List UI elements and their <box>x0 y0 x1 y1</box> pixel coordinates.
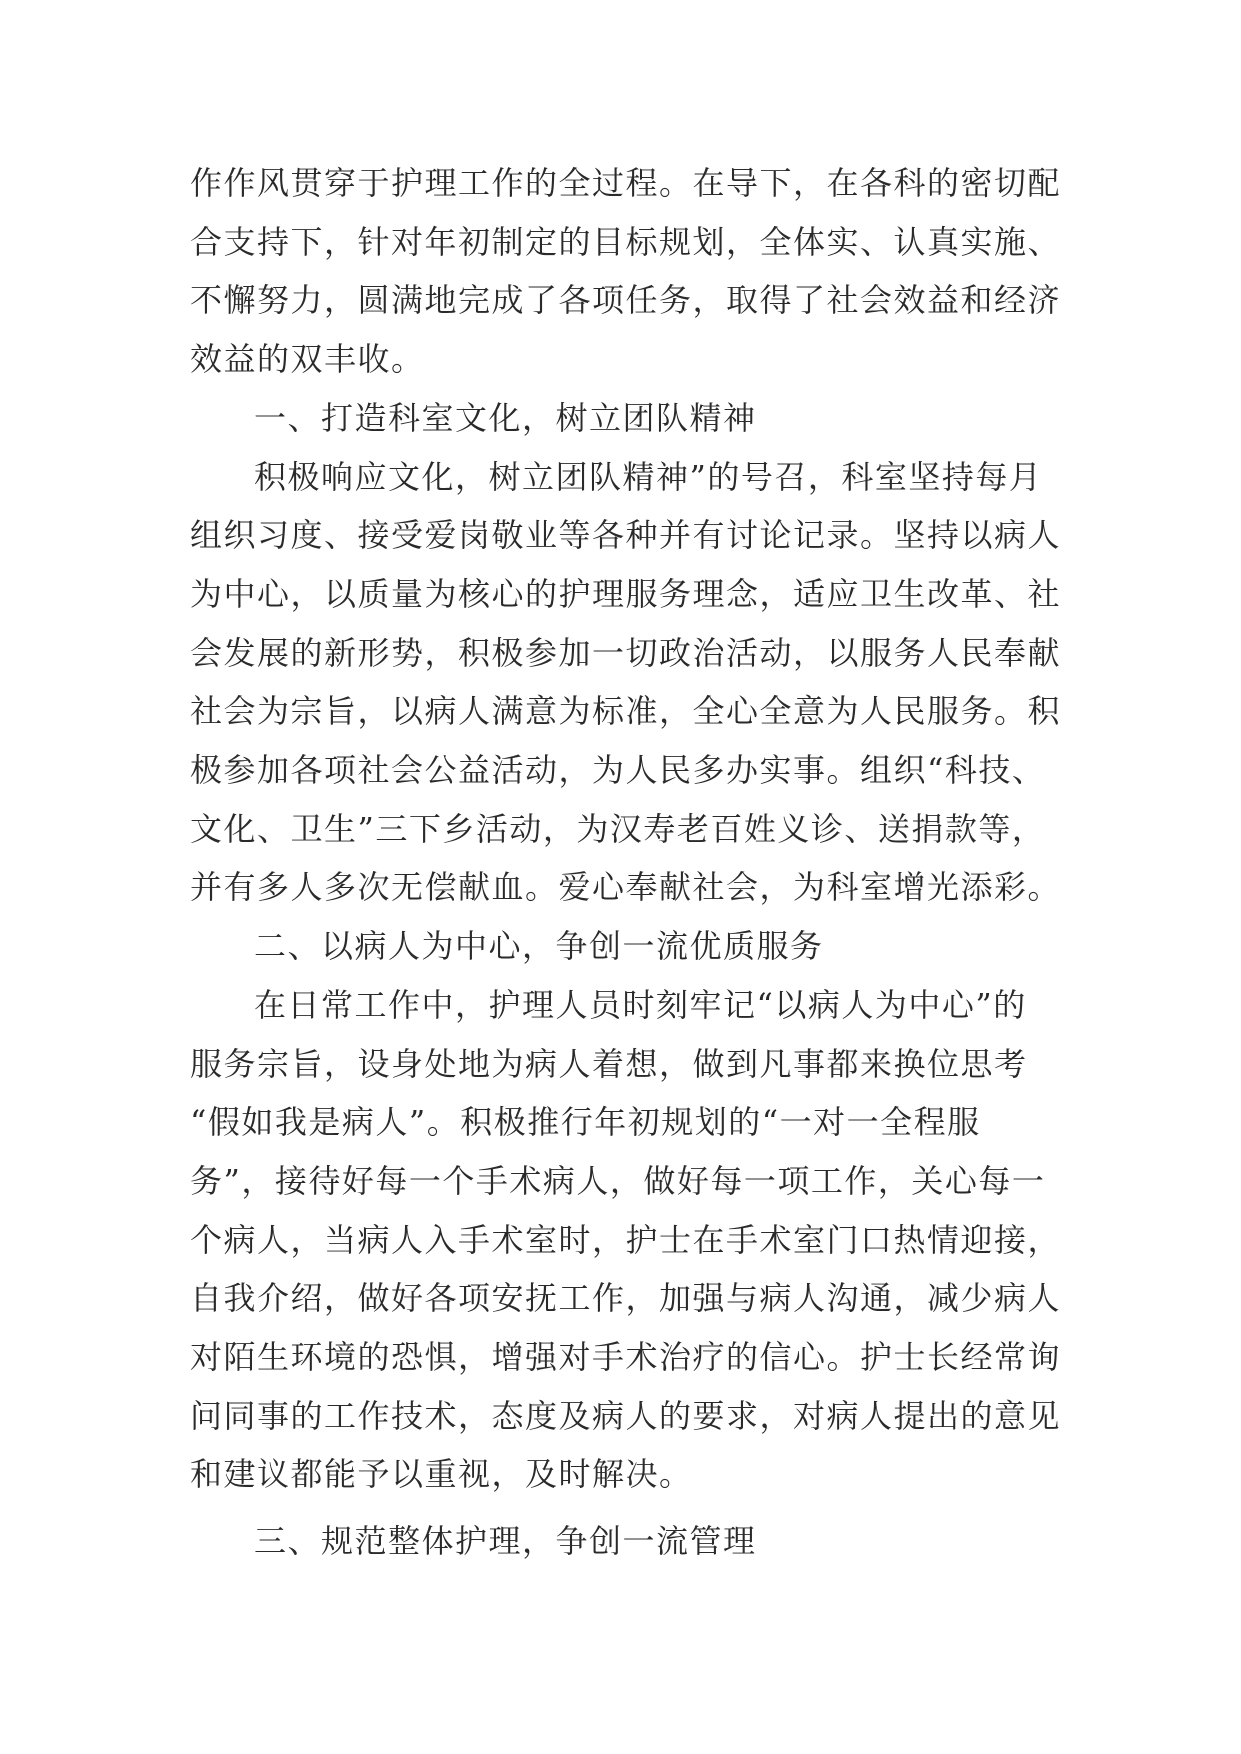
text-line: 自我介绍，做好各项安抚工作，加强与病人沟通，减少病人 <box>190 1279 1062 1318</box>
text-line: 问同事的工作技术，态度及病人的要求，对病人提出的意见 <box>190 1396 1062 1435</box>
text-line: 积极响应文化，树立团队精神”的号召，科室坚持每月 <box>254 457 1043 496</box>
text-line: 合支持下，针对年初制定的目标规划，全体实、认真实施、 <box>190 222 1062 261</box>
section-1-paragraph <box>190 448 1062 918</box>
text-line: 服务宗旨，设身处地为病人着想，做到凡事都来换位思考 <box>190 1044 1028 1083</box>
text-line: 和建议都能予以重视，及时解决。 <box>190 1455 693 1494</box>
text-line: 极参加各项社会公益活动，为人民多办实事。组织“科技、 <box>190 751 1046 790</box>
section-2-paragraph <box>190 976 1062 1504</box>
text-line: 组织习度、接受爱岗敬业等各种并有讨论记录。坚持以病人 <box>190 516 1062 555</box>
text-line: 作作风贯穿于护理工作的全过程。在导下，在各科的密切配 <box>190 164 1062 202</box>
intro-paragraph <box>190 154 1062 389</box>
text-line: 文化、卫生”三下乡活动，为汉寿老百姓义诊、送捐款等， <box>190 809 1046 848</box>
text-line: 社会为宗旨，以病人满意为标准，全心全意为人民服务。积 <box>190 692 1062 731</box>
text-line: “假如我是病人”。积极推行年初规划的“一对一全程服 <box>190 1103 981 1142</box>
text-line: 对陌生环境的恐惧，增强对手术治疗的信心。护士长经常询 <box>190 1338 1062 1377</box>
document-body <box>190 154 1062 1571</box>
text-line: 不懈努力，圆满地完成了各项任务，取得了社会效益和经济 <box>190 281 1062 320</box>
text-line: 在日常工作中，护理人员时刻牢记“以病人为中心”的 <box>254 985 1027 1024</box>
text-line: 会发展的新形势，积极参加一切政治活动，以服务人民奉献 <box>190 633 1062 672</box>
text-line: 为中心，以质量为核心的护理服务理念，适应卫生改革、社 <box>190 574 1062 613</box>
section-heading-2: 二、以病人为中心，争创一流优质服务 <box>254 927 824 966</box>
text-line: 效益的双丰收。 <box>190 340 425 379</box>
text-line: 个病人，当病人入手术室时，护士在手术室门口热情迎接， <box>190 1220 1062 1259</box>
text-line: 并有多人多次无偿献血。爱心奉献社会，为科室增光添彩。 <box>190 868 1062 907</box>
text-line: 务”，接待好每一个手术病人，做好每一项工作，关心每一 <box>190 1161 1046 1200</box>
section-heading-3: 三、规范整体护理，争创一流管理 <box>254 1522 757 1561</box>
section-heading-1: 一、打造科室文化，树立团队精神 <box>254 398 757 437</box>
